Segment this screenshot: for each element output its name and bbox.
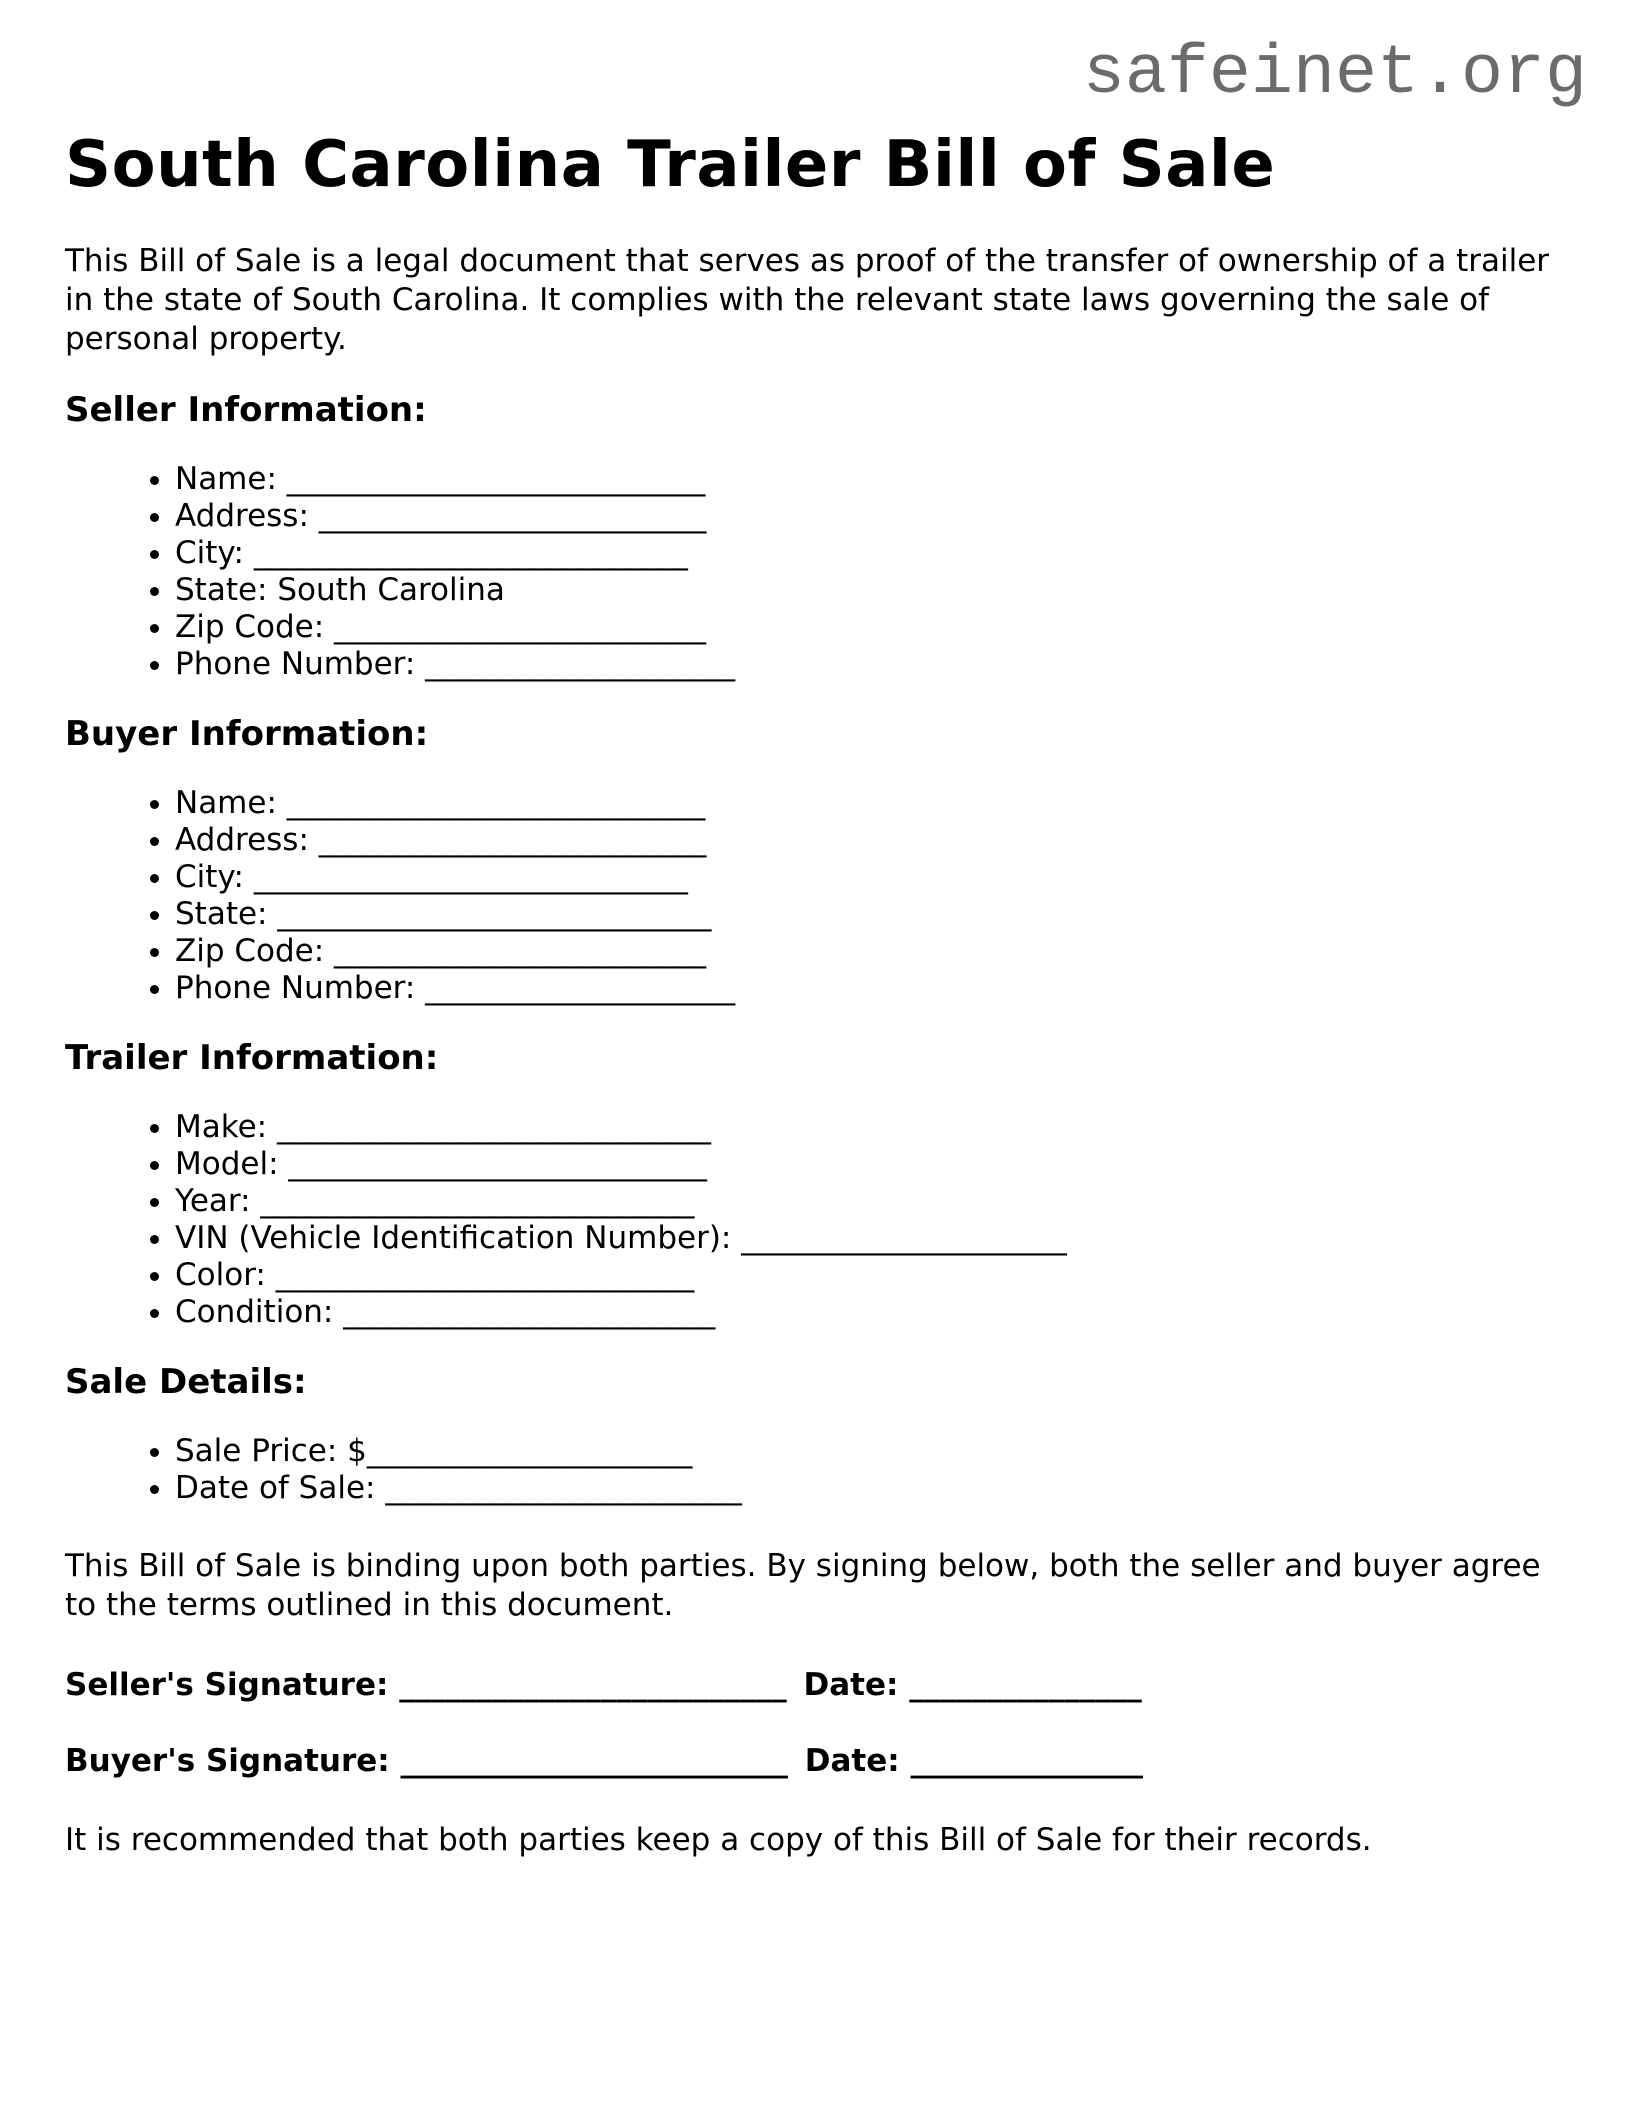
binding-paragraph: This Bill of Sale is binding upon both parties. By signing below, both the seller and buyer agree to the terms outlined in this document. <box>65 1548 1541 1623</box>
field-blank: ____________________________ <box>253 859 688 895</box>
field-blank: ________________________ <box>334 933 707 969</box>
field-label: State: <box>175 896 268 932</box>
field-blank: _____________________ <box>741 1220 1067 1256</box>
field-label: Condition: <box>175 1294 334 1330</box>
seller-signature-label: Seller's Signature: <box>65 1667 389 1703</box>
trailer-information-list <box>65 1109 1579 1331</box>
field-label: Date of Sale: <box>175 1470 376 1506</box>
field-item-seller-address <box>175 498 1579 535</box>
field-item-seller-phone <box>175 646 1579 683</box>
field-blank: ____________________________ <box>277 896 712 932</box>
field-blank: ___________________________ <box>275 1257 695 1293</box>
sale-details-list <box>65 1433 1579 1507</box>
field-label: Address: <box>175 498 309 534</box>
field-label: Model: <box>175 1146 279 1182</box>
seller-date-label: Date: <box>803 1667 899 1703</box>
field-item-seller-city <box>175 535 1579 572</box>
field-blank: ___________________________ <box>288 1146 707 1182</box>
field-label: City: <box>175 535 244 571</box>
field-label: Name: <box>175 461 277 497</box>
signature-row-buyer <box>65 1741 1579 1781</box>
buyer-signature-blank: _________________________ <box>400 1743 788 1779</box>
seller-information-list <box>65 461 1579 683</box>
field-item-trailer-color <box>175 1257 1579 1294</box>
field-label: City: <box>175 859 244 895</box>
field-label: Year: <box>175 1183 251 1219</box>
field-blank: ____________________________ <box>253 535 688 571</box>
field-blank: ___________________________ <box>286 785 706 821</box>
field-label: Name: <box>175 785 277 821</box>
field-value: $ <box>347 1433 367 1469</box>
field-item-seller-zip <box>175 609 1579 646</box>
field-blank: ________________________ <box>343 1294 716 1330</box>
seller-signature-blank: _________________________ <box>399 1667 787 1703</box>
sale-details-heading: Sale Details: <box>65 1362 307 1402</box>
field-blank: _______________________ <box>385 1470 742 1506</box>
field-label: Phone Number: <box>175 970 416 1006</box>
trailer-information-heading: Trailer Information: <box>65 1038 439 1078</box>
field-label: Zip Code: <box>175 933 325 969</box>
field-item-buyer-state <box>175 896 1579 933</box>
field-blank: _________________________ <box>318 822 707 858</box>
field-item-trailer-condition <box>175 1294 1579 1331</box>
field-label: Phone Number: <box>175 646 416 682</box>
field-label: VIN (Vehicle Identification Number): <box>175 1220 732 1256</box>
field-label: Color: <box>175 1257 266 1293</box>
field-blank: ____________________ <box>425 970 736 1006</box>
field-label: Zip Code: <box>175 609 325 645</box>
field-item-date-of-sale <box>175 1470 1579 1507</box>
field-blank: ___________________________ <box>286 461 706 497</box>
seller-date-blank: _______________ <box>909 1667 1142 1703</box>
buyer-information-list <box>65 785 1579 1007</box>
field-item-buyer-zip <box>175 933 1579 970</box>
field-item-seller-name <box>175 461 1579 498</box>
field-blank: ____________________________ <box>260 1183 695 1219</box>
buyer-information-heading: Buyer Information: <box>65 714 429 754</box>
field-item-buyer-name <box>175 785 1579 822</box>
buyer-date-label: Date: <box>804 1743 900 1779</box>
field-label: Make: <box>175 1109 268 1145</box>
field-item-buyer-phone <box>175 970 1579 1007</box>
buyer-date-blank: _______________ <box>910 1743 1143 1779</box>
field-item-trailer-model <box>175 1146 1579 1183</box>
field-item-seller-state <box>175 572 1579 609</box>
footer-note: It is recommended that both parties keep a copy of this Bill of Sale for their records. <box>65 1822 1372 1858</box>
field-blank: ________________________ <box>334 609 707 645</box>
field-item-sale-price <box>175 1433 1579 1470</box>
field-blank: _________________________ <box>318 498 707 534</box>
buyer-signature-label: Buyer's Signature: <box>65 1743 390 1779</box>
document-title: South Carolina Trailer Bill of Sale <box>65 128 1276 202</box>
field-blank: ____________________________ <box>276 1109 711 1145</box>
watermark-safeinet: safeinet.org <box>1082 35 1587 114</box>
field-blank: ____________________ <box>425 646 736 682</box>
field-item-buyer-address <box>175 822 1579 859</box>
field-item-trailer-make <box>175 1109 1579 1146</box>
intro-paragraph: This Bill of Sale is a legal document that serves as proof of the transfer of ownership of a trailer in the state of South Carolina. It complies with the relevant state laws governing the sale of personal property. <box>65 243 1550 357</box>
seller-information-heading: Seller Information: <box>65 390 427 430</box>
field-value: South Carolina <box>277 572 505 608</box>
field-label: Sale Price: <box>175 1433 338 1469</box>
field-item-trailer-vin <box>175 1220 1579 1257</box>
signature-row-seller <box>65 1665 1579 1705</box>
field-label: Address: <box>175 822 309 858</box>
field-label: State: <box>175 572 268 608</box>
field-item-trailer-year <box>175 1183 1579 1220</box>
field-blank: _____________________ <box>366 1433 693 1469</box>
field-item-buyer-city <box>175 859 1579 896</box>
